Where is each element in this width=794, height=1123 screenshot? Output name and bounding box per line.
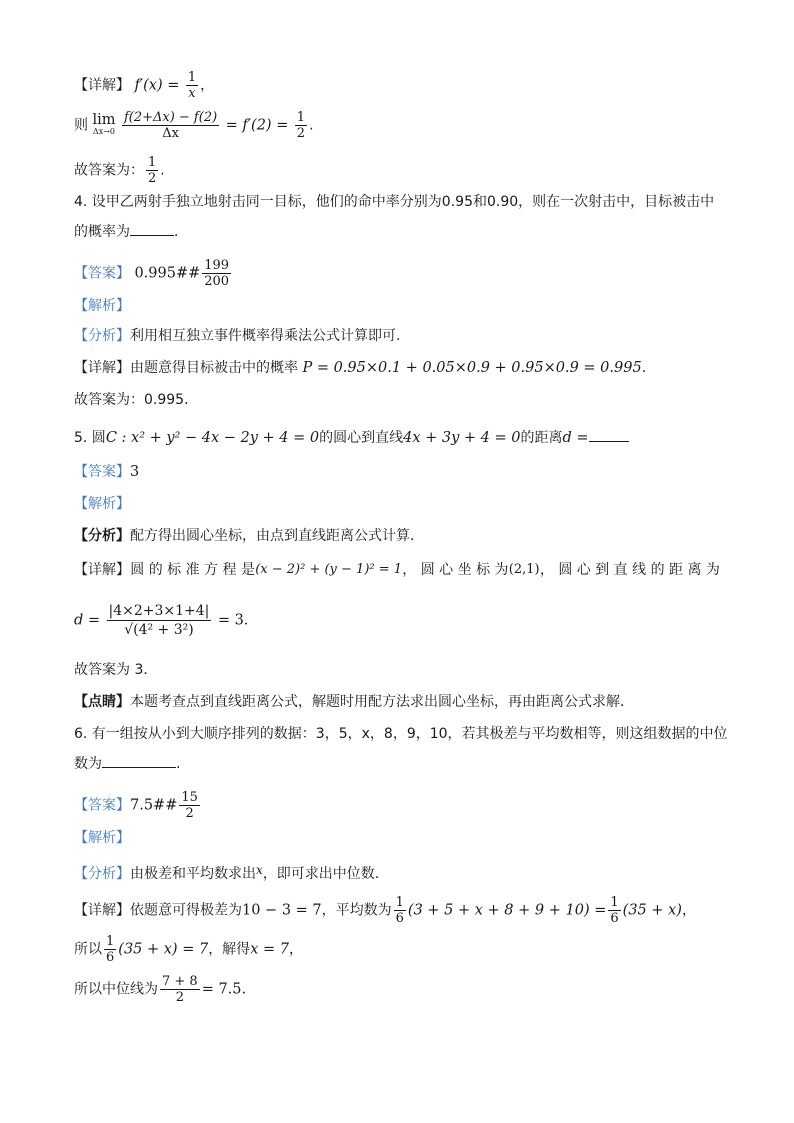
p3-limit-line: 则 lim Δx→0 $\frac{f(2+\Delta x) - f(2)}{\Delta x}$ = f′(2) = $\frac{1}{2}$ . (74, 110, 314, 141)
q4-answer-line: 【答案】 0.995## $\frac{199}{200}$ (74, 258, 230, 289)
final-fraction: $\frac{1}{2}$ (148, 155, 157, 186)
q6-analysis-label: 【解析】 (74, 830, 130, 846)
q6-so2-line: 所以中位线为 $\frac{7 + 8}{2}$ = 7.5. (74, 974, 247, 1005)
q6-so1-line: 所以 $\frac{1}{6}$ (35 + x) = 7，解得x = 7， (74, 934, 303, 965)
probability-formula: P = 0.95×0.1 + 0.05×0.9 + 0.95×0.9 = 0.995 (302, 360, 642, 376)
q5-answer-line: 【答案】3 (74, 464, 140, 480)
q4-detail-line: 【详解】由题意得目标被击中的概率 P = 0.95×0.1 + 0.05×0.9 + 0.95×0.9 = 0.995. (74, 360, 647, 376)
answer-blank (130, 235, 174, 236)
p3-derivative-line: 【详解】 f′(x) = $\frac{1}{x}$ ， (74, 70, 215, 101)
limit-fraction: $\frac{f(2+\Delta x) - f(2)}{\Delta x}$ (123, 110, 218, 141)
standard-equation: (x − 2)² + (y − 1)² = 1 (255, 562, 403, 577)
p3-final-line: 故答案为： $\frac{1}{2}$ . (74, 155, 165, 186)
line-equation: 4x + 3y + 4 = 0 (403, 430, 521, 446)
q4-analysis-label: 【解析】 (74, 298, 130, 314)
answer-blank (589, 441, 629, 442)
answer-blank (102, 767, 176, 768)
q4-breakdown-line: 【分析】利用相互独立事件概率得乘法公式计算即可. (74, 328, 401, 344)
q5-analysis-label: 【解析】 (74, 496, 130, 512)
q5-distance-line: d = $\frac{|4\times 2+3\times 1+4|}{\text{√(4² + 3²)}}$ = 3． (74, 603, 258, 638)
q6-stem-line1: 6. 有一组按从小到大顺序排列的数据：3，5，x，8，9，10，若其极差与平均数相等，则这组数据的中位 (74, 726, 728, 742)
q5-stem: 5. 圆C : x² + y² − 4x − 2y + 4 = 0的圆心到直线4x + 3y + 4 = 0的距离d = (74, 428, 629, 448)
q5-final-line: 故答案为 3． (74, 662, 158, 678)
q6-detail-line: 【详解】依题意可得极差为10 − 3 = 7，平均数为 $\frac{1}{6}$ (3 + 5 + x + 8 + 9 + 10) = $\frac{1}{6}$ (35 + x)， (74, 895, 696, 926)
q4-stem-line1: 4. 设甲乙两射手独立地射击同一目标，他们的命中率分别为0.95和0.90，则在一次射击中，目标被击中 (74, 194, 715, 210)
detail-label: 【详解】 (74, 77, 130, 94)
distance-fraction: $\frac{|4\times 2+3\times 1+4|}{\text{√(4² + 3²)}}$ (108, 603, 210, 638)
q6-answer-line: 【答案】7.5## $\frac{15}{2}$ (74, 790, 198, 821)
q5-detail-line: 【详解】 圆 的 标 准 方 程 是 (x − 2)² + (y − 1)² = 1 ， 圆 心 坐 标 为 (2,1) ， 圆 心 到 直 线 的 距 离 为 (74, 562, 720, 578)
limit-operator: lim Δx→0 (92, 111, 116, 136)
q4-final-line: 故答案为：0.995． (74, 392, 199, 408)
answer-fraction: $\frac{199}{200}$ (204, 258, 230, 289)
answer-fraction: $\frac{15}{2}$ (181, 790, 198, 821)
q5-breakdown-line: 【分析】配方得出圆心坐标，由点到直线距离公式计算． (74, 528, 424, 544)
derivative-fraction: $\frac{1}{x}$ (187, 70, 197, 101)
q4-stem-line2: 的概率为 ． (74, 224, 188, 240)
q6-breakdown-line: 【分析】由极差和平均数求出x，即可求出中位数. (74, 863, 380, 882)
q6-stem-line2: 数为 . (74, 756, 181, 772)
limit-result-fraction: $\frac{1}{2}$ (296, 110, 306, 141)
center-point: (2,1) (508, 562, 540, 577)
answer-label: 【答案】 (74, 265, 130, 282)
circle-equation: C : x² + y² − 4x − 2y + 4 = 0 (105, 430, 320, 446)
derivative-expression: f′(x) = (134, 77, 180, 94)
q5-comment-line: 【点睛】本题考查点到直线距离公式，解题时用配方法求出圆心坐标，再由距离公式求解． (74, 694, 634, 710)
